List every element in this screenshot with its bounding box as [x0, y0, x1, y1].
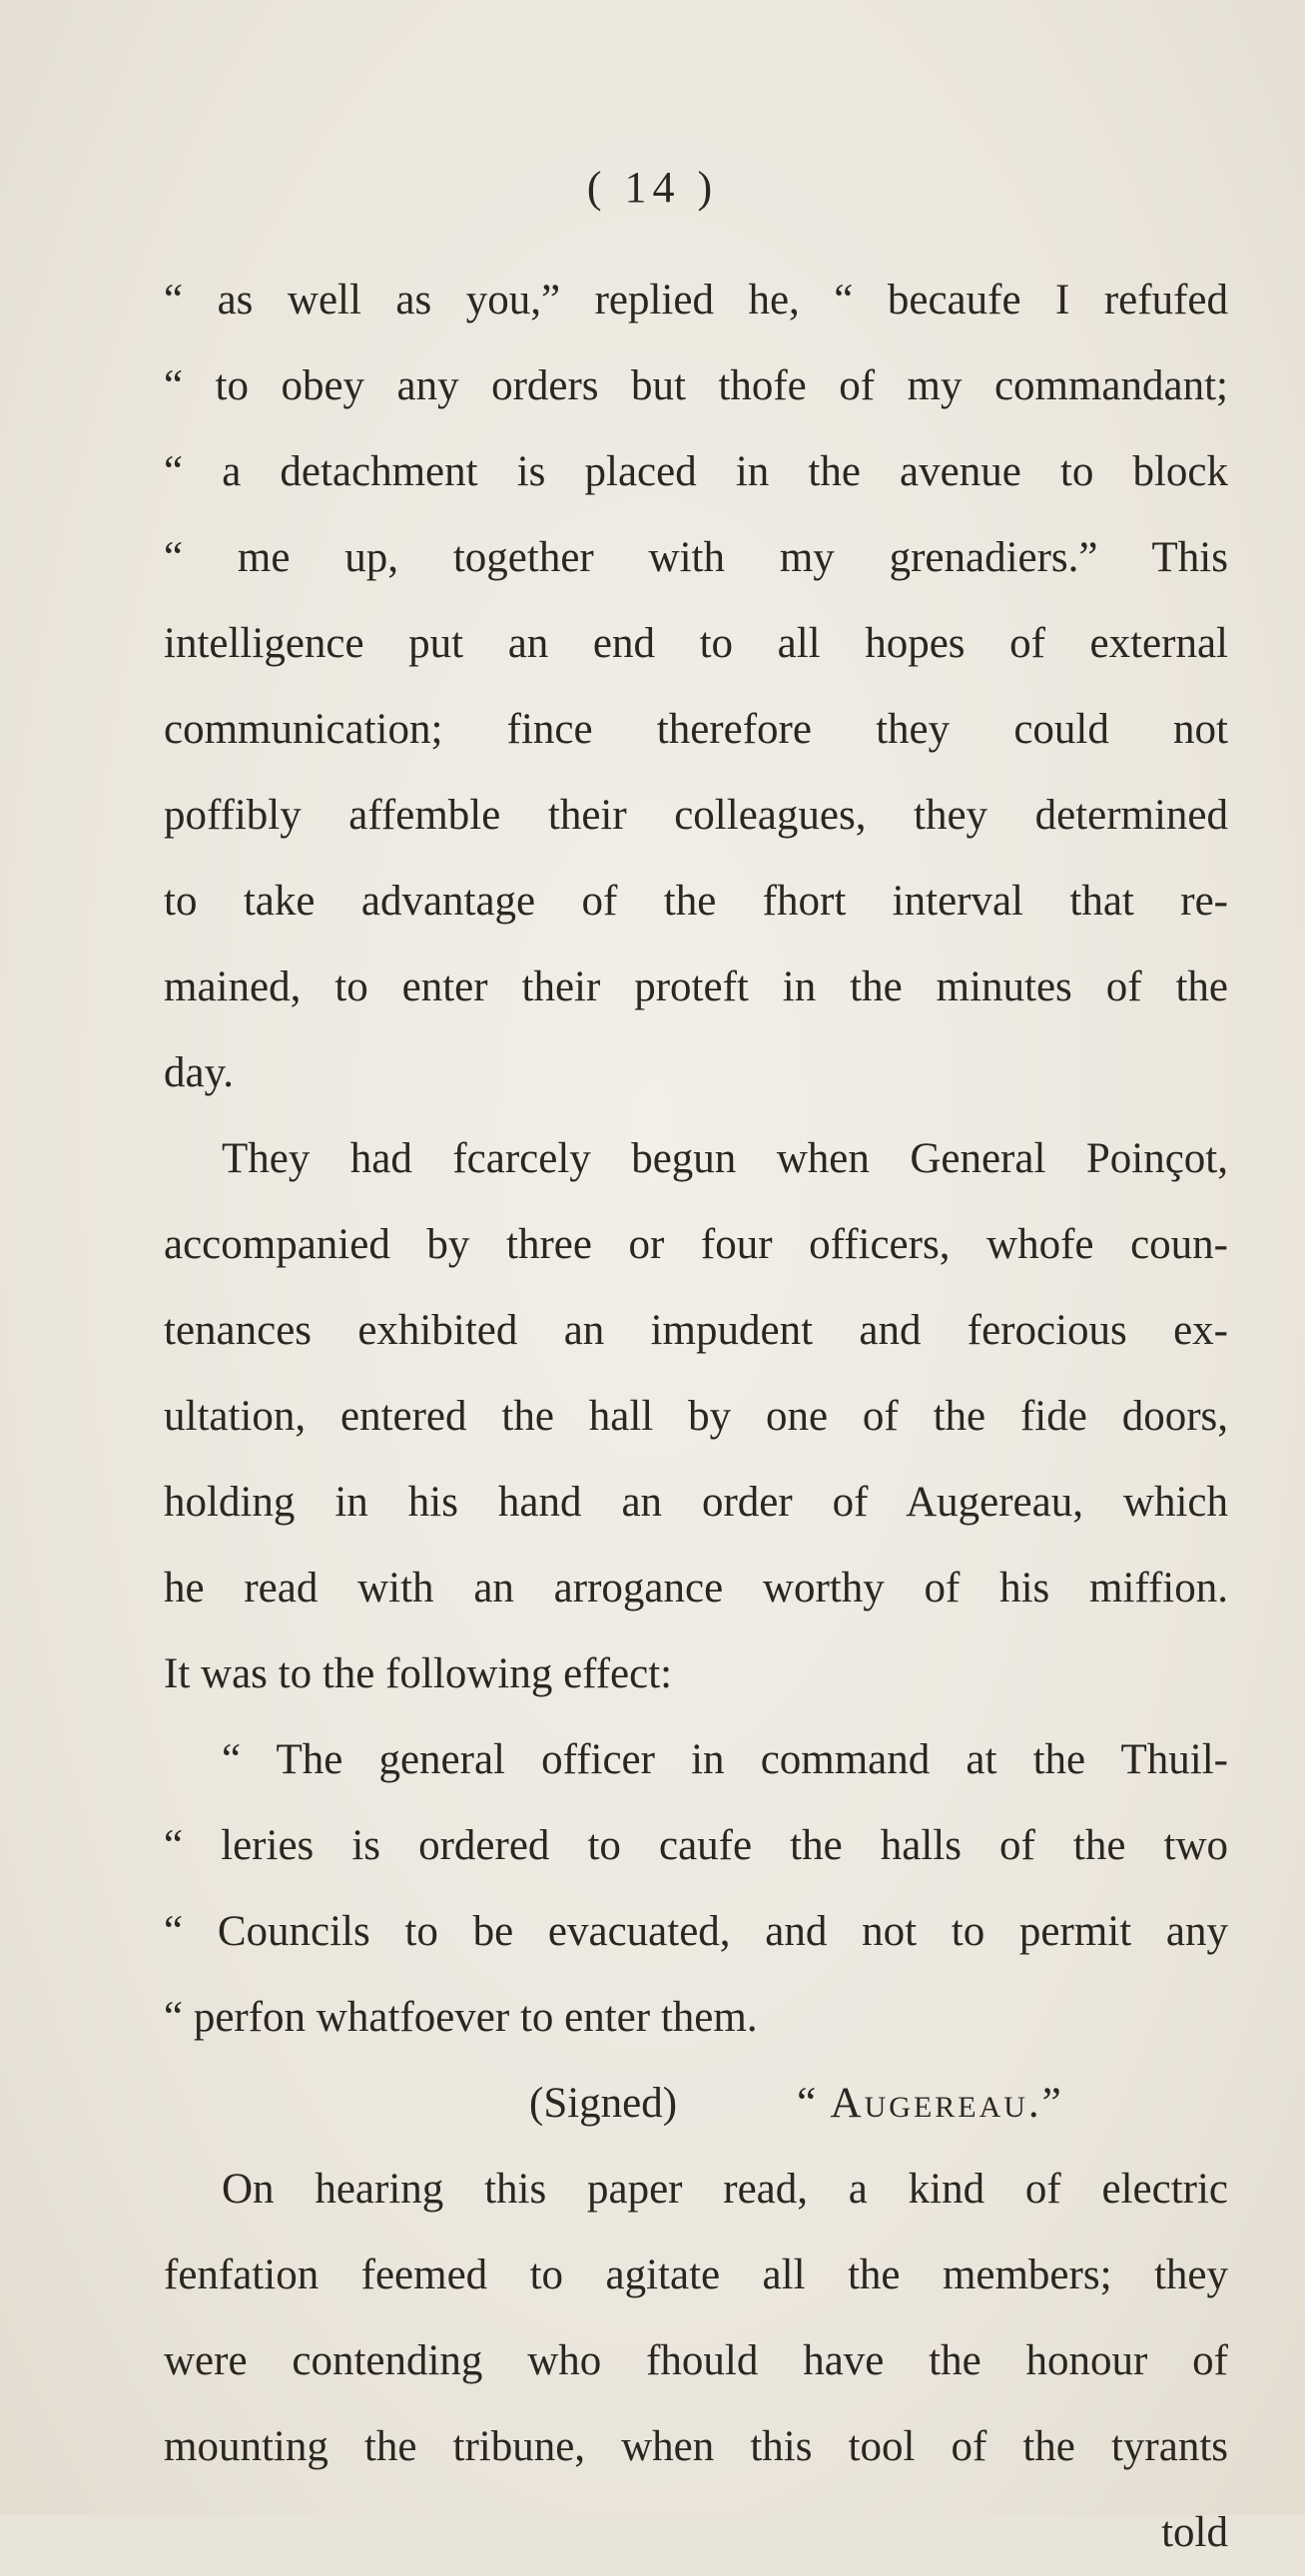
text-line: day. — [164, 1049, 235, 1096]
text-line: to take advantage of the fhort interval that re- — [164, 878, 1228, 925]
main-lines — [164, 258, 1228, 2061]
text-line: “ The general officer in command at the Thuil- — [222, 1736, 1228, 1783]
page-number: ( 14 ) — [586, 163, 719, 212]
text-line: “ me up, together with my grenadiers.” This — [164, 534, 1228, 581]
body-text — [164, 258, 1228, 2576]
text-line: On hearing this paper read, a kind of electric — [222, 2166, 1228, 2213]
after-lines — [164, 2147, 1228, 2490]
text-line: were contending who fhould have the honour of — [164, 2337, 1228, 2384]
text-line: “ Councils to be evacuated, and not to permit any — [164, 1908, 1228, 1955]
text-line: mained, to enter their proteft in the minutes of the — [164, 964, 1228, 1010]
signatory-name: “ Augereau.” — [797, 2080, 1064, 2127]
signature-line — [164, 2061, 1228, 2147]
text-line: intelligence put an end to all hopes of external — [164, 620, 1228, 667]
text-line: It was to the following effect: — [164, 1650, 673, 1697]
text-line: ultation, entered the hall by one of the fide doors, — [164, 1393, 1228, 1440]
text-line: communication; fince therefore they could not — [164, 706, 1228, 753]
catchword: told — [1161, 2509, 1228, 2556]
text-line: “ as well as you,” replied he, “ becaufe I refufed — [164, 277, 1228, 323]
text-line: accompanied by three or four officers, whofe coun- — [164, 1221, 1228, 1268]
text-line: holding in his hand an order of Augereau, which — [164, 1479, 1228, 1526]
text-line: “ leries is ordered to caufe the halls of the two — [164, 1822, 1228, 1869]
text-line: mounting the tribune, when this tool of the tyrants — [164, 2423, 1228, 2470]
text-line: poffibly affemble their colleagues, they determined — [164, 792, 1228, 839]
text-line: “ to obey any orders but thofe of my commandant; — [164, 362, 1228, 409]
text-line: They had fcarcely begun when General Poinçot, — [222, 1135, 1228, 1182]
signed-label: (Signed) — [529, 2080, 678, 2127]
text-line: he read with an arrogance worthy of his miffion. — [164, 1565, 1228, 1611]
text-line: fenfation feemed to agitate all the members; they — [164, 2252, 1228, 2298]
text-line: “ perfon whatfoever to enter them. — [164, 1994, 758, 2041]
text-line: “ a detachment is placed in the avenue to block — [164, 448, 1228, 495]
text-line: tenances exhibited an impudent and ferocious ex- — [164, 1307, 1228, 1354]
